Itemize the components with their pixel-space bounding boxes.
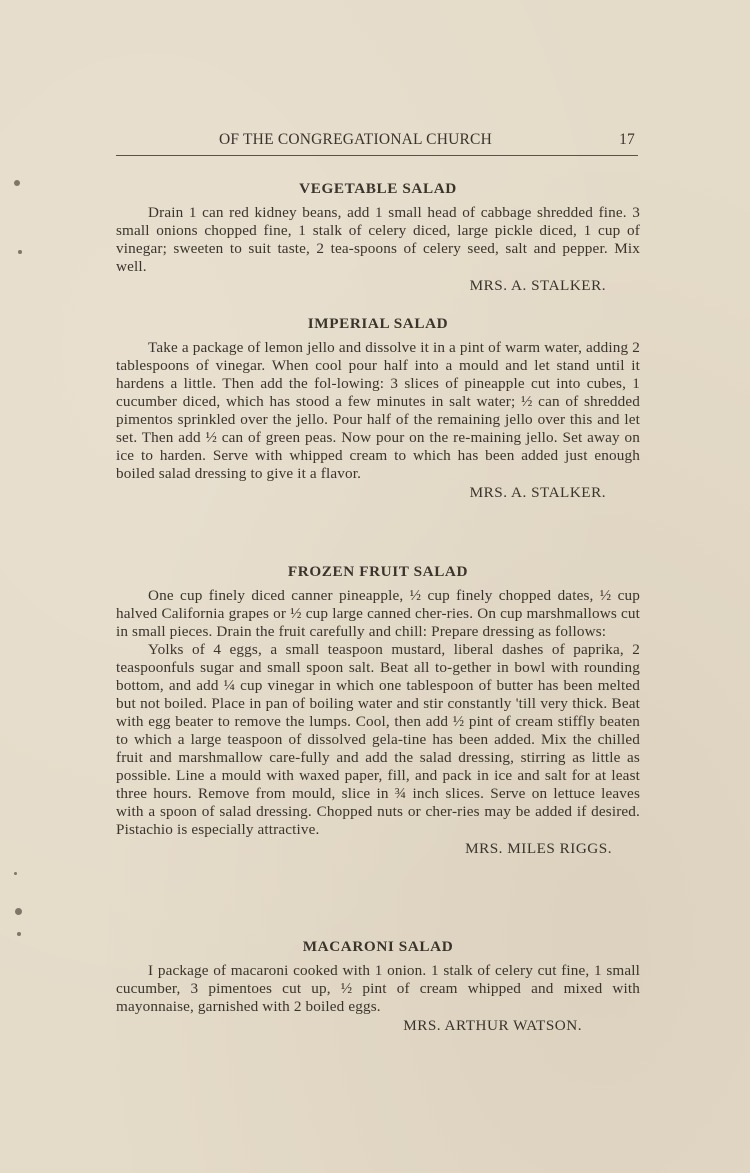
page-number: 17 xyxy=(619,131,635,148)
header-rule xyxy=(116,155,638,156)
recipe-author: MRS. MILES RIGGS. xyxy=(465,840,612,857)
recipe-paragraph: Yolks of 4 eggs, a small teaspoon mustard, liberal dashes of paprika, 2 teaspoonfuls sugar and small spoon salt. Beat all to-gether in bowl with rounding bottom, and add ¼ cup vinegar in which one tablespoon of butter has been melted but not boiled. Place in pan of boiling water and stir constantly 'till very thick. Beat with egg beater to remove the lumps. Cool, then add ½ pint of cream stiffly beaten to which a large teaspoon of dissolved gela-tine has been added. Mix the chilled fruit and marshmallow care-fully and add the salad dressing, stirring as little as possible. Line a mould with waxed paper, fill, and pack in ice and salt for at least three hours. Remove from mould, slice in ¾ inch slices. Serve on lettuce leaves with a spoon of salad dressing. Chopped nuts or cher-ries may be added if desired. Pistachio is especially attractive. xyxy=(116,641,640,838)
recipe-title: IMPERIAL SALAD xyxy=(307,315,449,332)
paper-speck xyxy=(14,872,17,875)
recipe-paragraph: One cup finely diced canner pineapple, ½ cup finely chopped dates, ½ cup halved California grapes or ½ cup large canned cher-ries. On cup marshmallows cut in small pieces. Drain the fruit carefully and chill: Prepare dressing as follows: xyxy=(116,587,640,640)
running-title: OF THE CONGREGATIONAL CHURCH xyxy=(219,131,492,148)
paper-speck xyxy=(17,932,21,936)
recipe-imperial-salad xyxy=(116,315,640,502)
recipe-frozen-fruit-salad xyxy=(116,563,640,858)
recipe-paragraph: Drain 1 can red kidney beans, add 1 small head of cabbage shredded fine. 3 small onions chopped fine, 1 stalk of celery diced, large pickle diced, 1 cup of vinegar; sweeten to suit taste, 2 tea-spoons of celery seed, salt and pepper. Mix well. xyxy=(116,204,640,275)
paper-speck xyxy=(18,250,22,254)
recipe-author: MRS. A. STALKER. xyxy=(469,277,606,294)
recipe-paragraph: I package of macaroni cooked with 1 onion. 1 stalk of celery cut fine, 1 small cucumber, 3 pimentoes cut up, ½ pint of cream whipped and mixed with mayonnaise, garnished with 2 boiled eggs. xyxy=(116,962,640,1015)
recipe-paragraph: Take a package of lemon jello and dissolve it in a pint of warm water, adding 2 tablespoons of vinegar. When cool pour half into a mould and let stand until it hardens a little. Then add the fol-lowing: 3 slices of pineapple cut into cubes, 1 cucumber diced, which has stood a few minutes in salt water; ½ can of shredded pimentos sprinkled over the jello. Pour half of the remaining jello over this and let set. Then add ½ can of green peas. Now pour on the re-maining jello. Set away on ice to harden. Serve with whipped cream to which has been added just enough boiled salad dressing to give it a flavor. xyxy=(116,339,640,482)
recipe-vegetable-salad xyxy=(116,180,640,295)
recipe-macaroni-salad xyxy=(116,938,640,1035)
recipe-author: MRS. ARTHUR WATSON. xyxy=(403,1017,582,1034)
recipe-author: MRS. A. STALKER. xyxy=(469,484,606,501)
paper-speck xyxy=(15,908,22,915)
recipe-title: MACARONI SALAD xyxy=(302,938,454,955)
recipe-title: VEGETABLE SALAD xyxy=(299,180,457,197)
recipe-title: FROZEN FRUIT SALAD xyxy=(287,563,469,580)
paper-speck xyxy=(14,180,20,186)
